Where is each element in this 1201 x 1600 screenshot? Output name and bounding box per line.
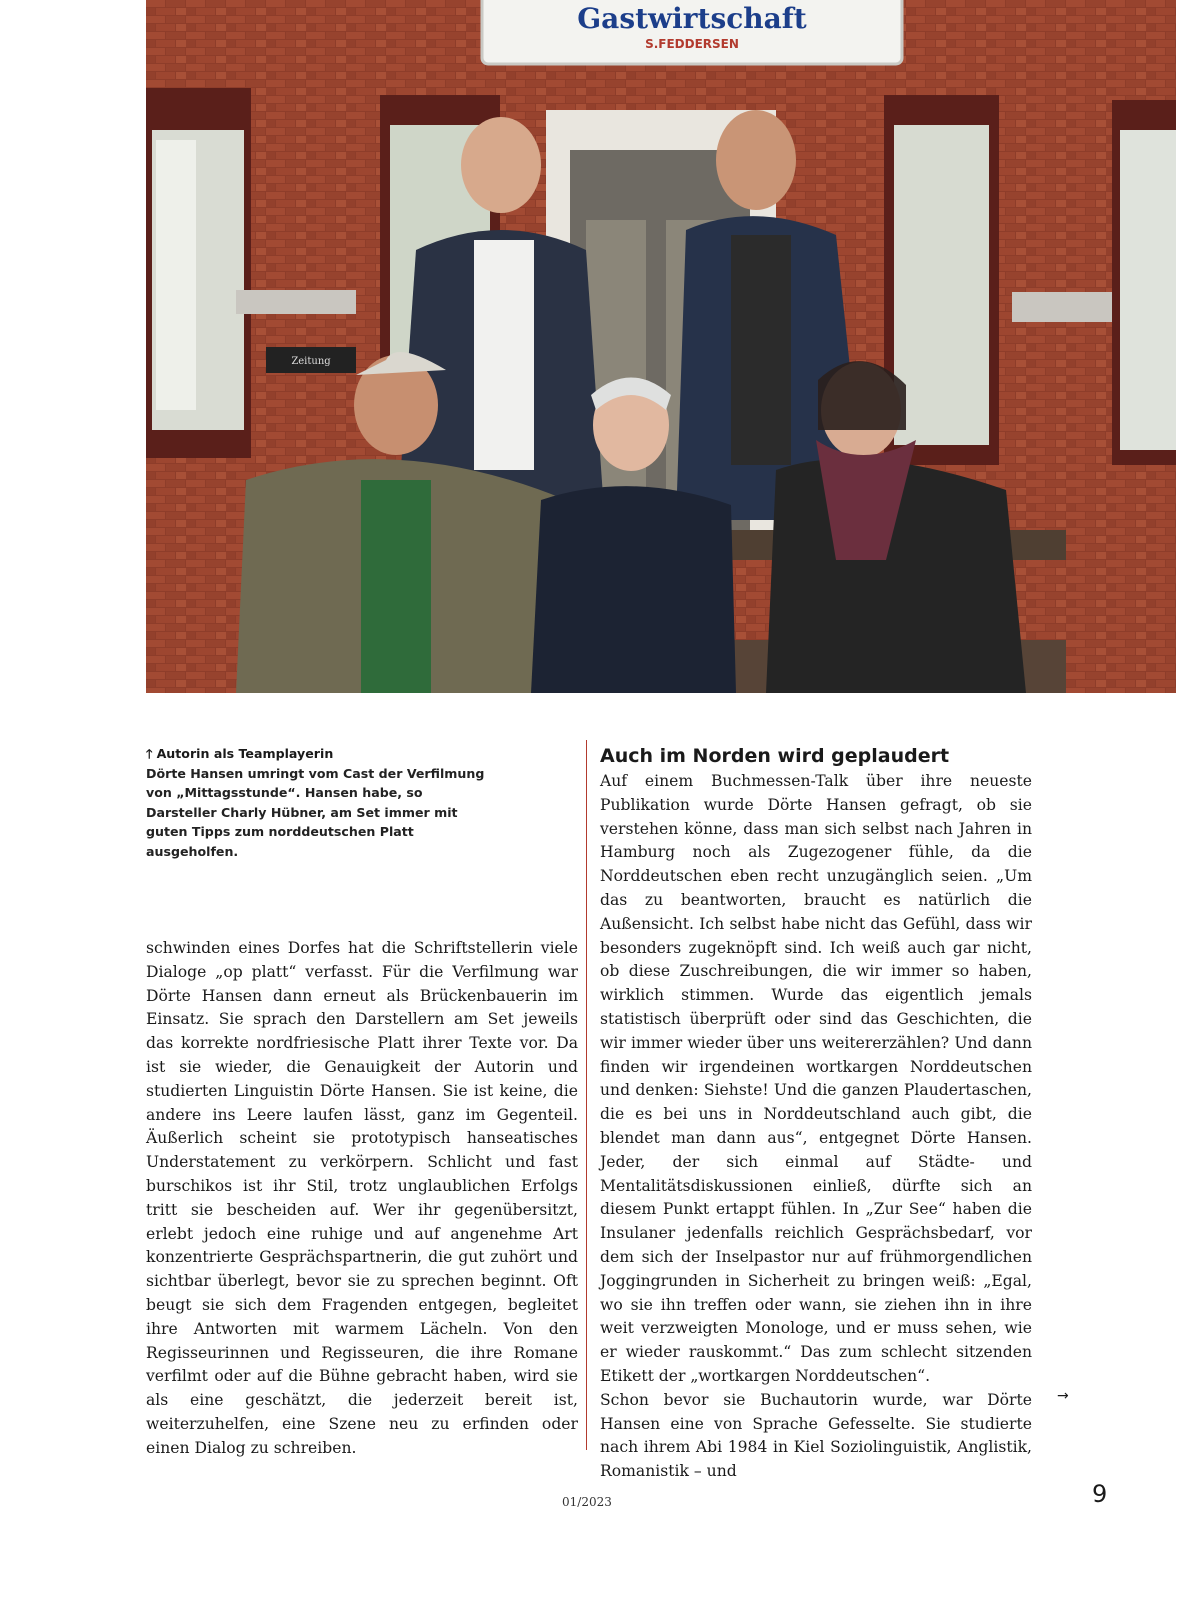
column-divider [586, 740, 587, 1450]
right-paragraph-1: Auf einem Buchmessen-Talk über ihre neueste Publikation wurde Dörte Hansen gefragt, ob sie verstehen könne, dass man sich selbst nach Jahren in Hamburg noch als Zugezogener fühle, da die Norddeutschen eben recht unzugänglich seien. „Um das zu beantworten, braucht es natürlich die Außensicht. Ich selbst habe nicht das Gefühl, dass wir besonders zugeknöpft sind. Ich weiß auch gar nicht, ob diese Zuschreibungen, die wir immer so haben, wirklich stimmen. Wurde das eigentlich jemals statistisch überprüft oder sind das Geschichten, die wir immer wieder über uns weitererzählen? Und dann finden wir irgendeinen wortkargen Norddeutschen und denken: Siehste! Und die ganzen Plaudertaschen, die es bei uns in Norddeutschland auch gibt, die blendet man dann aus“, entgegnet Dörte Hansen. Jeder, der sich einmal auf Städte- und Mentalitätsdiskussionen einließ, dürfte sich an diesem Punkt ertappt fühlen. In „Zur See“ haben die Insulaner jedenfalls reichlich Gesprächsbedarf, vor dem sich der Inselpastor nur auf frühmorgendlichen Joggingrunden in Sicherheit zu bringen weiß: „Egal, wo sie ihn treffen oder wann, sie ziehen ihn in ihre weit verzweigten Monologe, und er muss sehen, wie er wieder rauskommt.“ Das zum schlecht sitzenden Etikett der „wortkargen Norddeutschen“. [600, 772, 1032, 1385]
caption-body: Dörte Hansen umringt vom Cast der Verfilmung von „Mittagsstunde“. Hansen habe, so Darsteller Charly Hübner, am Set immer mit guten Tipps zum norddeutschen Platt ausgeholfen. [146, 765, 485, 859]
photo-illustration [146, 0, 1176, 693]
right-paragraph-2: Schon bevor sie Buchautorin wurde, war Dörte Hansen eine von Sprache Gefesselte. Sie studierte nach ihrem Abi 1984 in Kiel Soziolinguistik, Anglistik, Romanistik – und [600, 1390, 1032, 1481]
left-column-text: schwinden eines Dorfes hat die Schriftstellerin viele Dialoge „op platt“ verfasst. Für die Verfilmung war Dörte Hansen dann erneut als Brückenbauerin im Einsatz. Sie sprach den Darstellern am Set jeweils das korrekte nordfriesische Platt ihrer Texte vor. Da ist sie wieder, die Genauigkeit der Autorin und studierten Linguistin Dörte Hansen. Sie ist keine, die andere ins Leere laufen lässt, ganz im Gegenteil. Äußerlich scheint sie prototypisch hanseatisches Understatement zu verkörpern. Schlicht und fast burschikos ist ihr Stil, trotz unglaublichen Erfolgs tritt sie bescheiden auf. Wer ihr gegenübersitzt, erlebt jedoch eine ruhige und auf angenehme Art konzentrierte Gesprächspartnerin, die gut zuhört und sichtbar überlegt, bevor sie zu sprechen beginnt. Oft beugt sie sich dem Fragenden entgegen, begleitet ihre Antworten mit warmem Lächeln. Von den Regisseurinnen und Regisseuren, die ihre Romane verfilmt oder auf die Bühne gebracht haben, wird sie als eine geschätzt, die jederzeit bereit ist, weiterzuhelfen, eine Szene neu zu erfinden oder einen Dialog zu schreiben. [146, 939, 578, 1457]
arrow-up-icon: 🡑 [146, 746, 153, 761]
sign-subtitle: S.FEDDERSEN [645, 37, 739, 51]
sign-title: Gastwirtschaft [577, 2, 807, 35]
caption-title-line [146, 744, 496, 764]
issue-label: 01/2023 [562, 1495, 612, 1509]
caption-title: Autorin als Teamplayerin [156, 746, 334, 761]
cover-photo [146, 0, 1176, 693]
continue-arrow-icon: → [1057, 1388, 1069, 1404]
page-number: 9 [1092, 1480, 1108, 1508]
photo-caption [146, 744, 496, 862]
left-column [146, 937, 578, 1461]
right-column [600, 744, 1032, 1484]
window-left [146, 88, 251, 458]
window-right [1112, 100, 1176, 465]
section-heading: Auch im Norden wird geplaudert [600, 745, 950, 767]
mailbox-label: Zeitung [291, 356, 331, 367]
